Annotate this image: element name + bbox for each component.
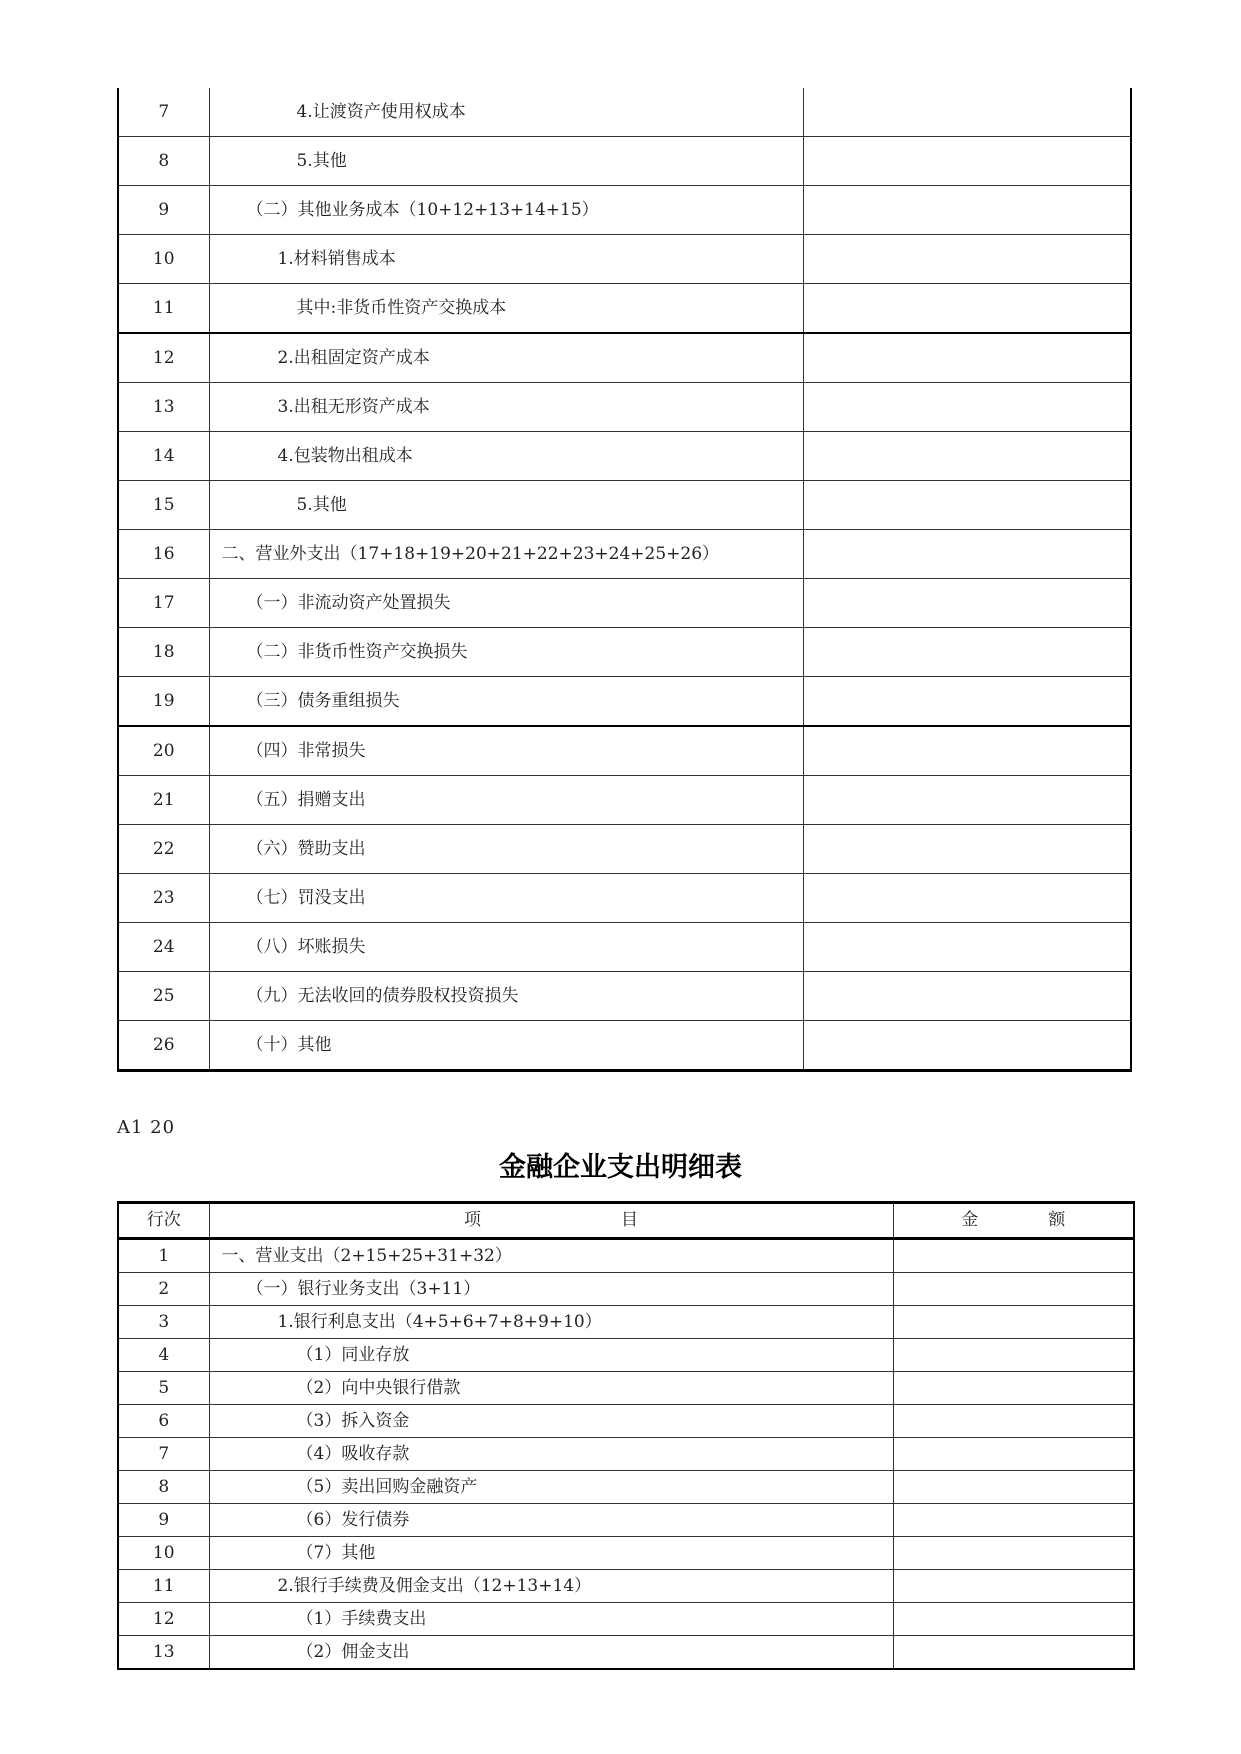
row-amount[interactable] — [803, 481, 1131, 530]
row-item: （二）非货币性资产交换损失 — [209, 628, 803, 677]
table-row — [118, 1471, 1134, 1504]
row-number: 16 — [118, 530, 209, 579]
table-row — [118, 1504, 1134, 1537]
table-row — [118, 1438, 1134, 1471]
row-item: 4.包装物出租成本 — [209, 432, 803, 481]
table-row — [118, 432, 1131, 481]
row-amount[interactable] — [803, 333, 1131, 383]
row-number: 20 — [118, 726, 209, 776]
row-number: 13 — [118, 1636, 209, 1670]
table-row — [118, 874, 1131, 923]
row-item: 5.其他 — [209, 481, 803, 530]
row-item: （一）非流动资产处置损失 — [209, 579, 803, 628]
row-amount[interactable] — [803, 1021, 1131, 1071]
row-number: 9 — [118, 1504, 209, 1537]
row-number: 6 — [118, 1405, 209, 1438]
table-row — [118, 1273, 1134, 1306]
row-item: （一）银行业务支出（3+11） — [209, 1273, 893, 1306]
row-number: 8 — [118, 1471, 209, 1504]
table-row — [118, 137, 1131, 186]
row-item: （二）其他业务成本（10+12+13+14+15） — [209, 186, 803, 235]
table-row — [118, 972, 1131, 1021]
row-amount[interactable] — [893, 1339, 1134, 1372]
row-amount[interactable] — [893, 1537, 1134, 1570]
row-amount[interactable] — [893, 1372, 1134, 1405]
row-item: （九）无法收回的债券股权投资损失 — [209, 972, 803, 1021]
row-item: 1.银行利息支出（4+5+6+7+8+9+10） — [209, 1306, 893, 1339]
row-amount[interactable] — [893, 1504, 1134, 1537]
row-item: （2）佣金支出 — [209, 1636, 893, 1670]
row-number: 14 — [118, 432, 209, 481]
table-row — [118, 825, 1131, 874]
row-item: 3.出租无形资产成本 — [209, 383, 803, 432]
row-item: 5.其他 — [209, 137, 803, 186]
row-number: 10 — [118, 1537, 209, 1570]
row-item: 2.出租固定资产成本 — [209, 333, 803, 383]
row-amount[interactable] — [803, 923, 1131, 972]
row-number: 1 — [118, 1239, 209, 1273]
row-item: 一、营业支出（2+15+25+31+32） — [209, 1239, 893, 1273]
row-number: 18 — [118, 628, 209, 677]
row-amount[interactable] — [803, 186, 1131, 235]
table-row — [118, 579, 1131, 628]
row-item: （6）发行债券 — [209, 1504, 893, 1537]
row-amount[interactable] — [803, 383, 1131, 432]
table-row — [118, 1306, 1134, 1339]
table-row — [118, 235, 1131, 284]
header-item-b: 目 — [621, 1210, 638, 1230]
row-amount[interactable] — [893, 1306, 1134, 1339]
row-number: 9 — [118, 186, 209, 235]
header-amount-b: 额 — [1048, 1210, 1066, 1230]
row-number: 12 — [118, 333, 209, 383]
row-item: （7）其他 — [209, 1537, 893, 1570]
table-row — [118, 628, 1131, 677]
row-item: 2.银行手续费及佣金支出（12+13+14） — [209, 1570, 893, 1603]
row-number: 26 — [118, 1021, 209, 1071]
table-row — [118, 1405, 1134, 1438]
table-row — [118, 923, 1131, 972]
row-item: （四）非常损失 — [209, 726, 803, 776]
table-row — [118, 1537, 1134, 1570]
row-number: 21 — [118, 776, 209, 825]
row-amount[interactable] — [803, 677, 1131, 727]
row-amount[interactable] — [803, 825, 1131, 874]
row-number: 19 — [118, 677, 209, 727]
row-amount[interactable] — [803, 579, 1131, 628]
row-amount[interactable] — [803, 972, 1131, 1021]
header-row-number: 行次 — [118, 1203, 209, 1239]
table-row — [118, 88, 1131, 137]
table-row — [118, 333, 1131, 383]
row-amount[interactable] — [803, 530, 1131, 579]
table-row — [118, 1636, 1134, 1670]
header-item — [209, 1203, 893, 1239]
row-item: （五）捐赠支出 — [209, 776, 803, 825]
row-item: （5）卖出回购金融资产 — [209, 1471, 893, 1504]
row-item: 1.材料销售成本 — [209, 235, 803, 284]
row-item: （六）赞助支出 — [209, 825, 803, 874]
table-header-row — [118, 1203, 1134, 1239]
row-amount[interactable] — [803, 88, 1131, 137]
row-amount[interactable] — [893, 1438, 1134, 1471]
row-number: 24 — [118, 923, 209, 972]
table-row — [118, 481, 1131, 530]
row-item: （2）向中央银行借款 — [209, 1372, 893, 1405]
row-item: （七）罚没支出 — [209, 874, 803, 923]
page-title: 金融企业支出明细表 — [499, 1152, 742, 1183]
header-amount — [893, 1203, 1134, 1239]
row-item: （八）坏账损失 — [209, 923, 803, 972]
row-amount[interactable] — [803, 432, 1131, 481]
header-amount-a: 金 — [961, 1210, 979, 1230]
row-amount[interactable] — [893, 1471, 1134, 1504]
header-item-a: 项 — [464, 1210, 481, 1230]
row-amount[interactable] — [893, 1570, 1134, 1603]
row-item: （十）其他 — [209, 1021, 803, 1071]
row-number: 15 — [118, 481, 209, 530]
row-amount[interactable] — [803, 137, 1131, 186]
row-number: 10 — [118, 235, 209, 284]
table-row — [118, 1372, 1134, 1405]
row-item: 二、营业外支出（17+18+19+20+21+22+23+24+25+26） — [209, 530, 803, 579]
table-row — [118, 677, 1131, 727]
row-item: （1）同业存放 — [209, 1339, 893, 1372]
row-amount[interactable] — [893, 1405, 1134, 1438]
row-amount[interactable] — [893, 1239, 1134, 1273]
row-amount[interactable] — [803, 874, 1131, 923]
cost-detail-table-continued — [117, 88, 1132, 1072]
table-row — [118, 776, 1131, 825]
row-number: 17 — [118, 579, 209, 628]
row-number: 7 — [118, 88, 209, 137]
row-number: 3 — [118, 1306, 209, 1339]
row-number: 8 — [118, 137, 209, 186]
table-row — [118, 1239, 1134, 1273]
row-amount[interactable] — [893, 1636, 1134, 1670]
table-row — [118, 383, 1131, 432]
row-item: （3）拆入资金 — [209, 1405, 893, 1438]
row-amount[interactable] — [803, 726, 1131, 776]
table-row — [118, 726, 1131, 776]
table-code: A1 20 — [117, 1117, 176, 1138]
row-number: 4 — [118, 1339, 209, 1372]
row-amount[interactable] — [803, 776, 1131, 825]
row-item: 其中:非货币性资产交换成本 — [209, 284, 803, 334]
row-amount[interactable] — [803, 284, 1131, 334]
table-row — [118, 284, 1131, 334]
row-item: 4.让渡资产使用权成本 — [209, 88, 803, 137]
row-amount[interactable] — [893, 1603, 1134, 1636]
row-item: （三）债务重组损失 — [209, 677, 803, 727]
row-item: （1）手续费支出 — [209, 1603, 893, 1636]
row-amount[interactable] — [893, 1273, 1134, 1306]
row-number: 13 — [118, 383, 209, 432]
row-number: 2 — [118, 1273, 209, 1306]
row-number: 23 — [118, 874, 209, 923]
table-row — [118, 1570, 1134, 1603]
table-row — [118, 1339, 1134, 1372]
row-number: 22 — [118, 825, 209, 874]
row-amount[interactable] — [803, 628, 1131, 677]
row-item: （4）吸收存款 — [209, 1438, 893, 1471]
row-amount[interactable] — [803, 235, 1131, 284]
table-row — [118, 1021, 1131, 1071]
row-number: 12 — [118, 1603, 209, 1636]
table-row — [118, 186, 1131, 235]
row-number: 11 — [118, 1570, 209, 1603]
row-number: 5 — [118, 1372, 209, 1405]
financial-expense-detail-table — [117, 1201, 1135, 1670]
row-number: 7 — [118, 1438, 209, 1471]
row-number: 25 — [118, 972, 209, 1021]
table-row — [118, 530, 1131, 579]
row-number: 11 — [118, 284, 209, 334]
table-row — [118, 1603, 1134, 1636]
